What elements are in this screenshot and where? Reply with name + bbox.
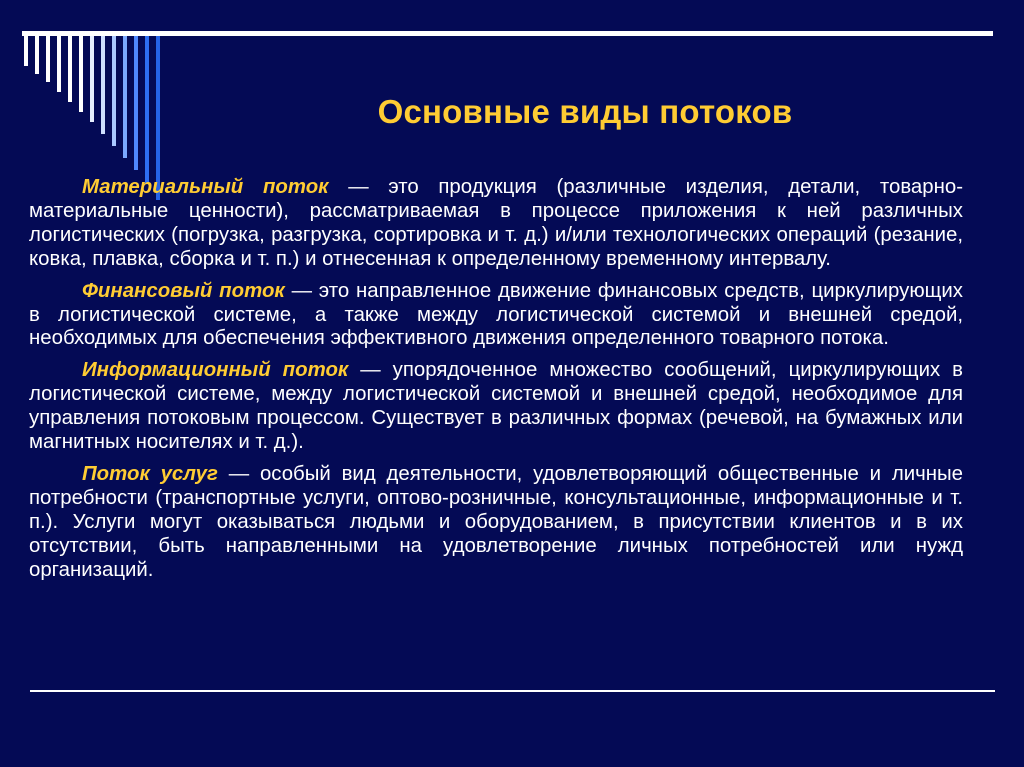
paragraph-information-flow xyxy=(29,359,963,455)
paragraph-text: — особый вид деятельности, удовлетворяющий общественные и личные потребности (транспортные услуги, оптово-розничные, консультационные, информационные и т. п.). Услуги могут оказываться людьми и оборудованием, в присутствии клиентов и в их отсутствии, быть направленными на удовлетворение личных потребностей или нужд организаций. xyxy=(29,462,963,581)
paragraph-service-flow xyxy=(29,463,963,583)
paragraph-financial-flow xyxy=(29,280,963,352)
term-label: Материальный поток xyxy=(82,176,329,198)
stripe xyxy=(46,36,50,82)
paragraph-text: — упорядоченное множество сообщений, циркулирующих в логистической системе, между логистической системой и внешней средой, необходимое для управления потоковым процессом. Существует в различных формах (речевой, на бумажных или магнитных носителях и т. д.). xyxy=(29,359,963,454)
paragraph-material-flow xyxy=(29,176,963,272)
paragraph-text: — это продукция (различные изделия, детали, товарно-материальные ценности), рассматриваемая в процессе приложения к ней различных логистических (погрузка, разгрузка, сортировка и т. д.) и/или технологических операций (резание, ковка, плавка, сборка и т. п.) и отнесенная к определенному временному интервалу. xyxy=(29,176,963,270)
slide-body xyxy=(29,176,963,591)
paragraph-text: — это направленное движение финансовых средств, циркулирующих в логистической системе, а также между логистической системой и внешней средой, необходимых для обеспечения эффективного движения определенного товарного потока. xyxy=(29,279,963,350)
stripe xyxy=(24,36,28,66)
slide-title: Основные виды потоков xyxy=(377,93,793,130)
stripe xyxy=(35,36,39,74)
term-label: Поток услуг xyxy=(82,462,218,485)
bottom-divider xyxy=(30,690,995,692)
stripe xyxy=(57,36,61,92)
term-label: Финансовый поток xyxy=(82,279,285,302)
term-label: Информационный поток xyxy=(82,359,349,382)
